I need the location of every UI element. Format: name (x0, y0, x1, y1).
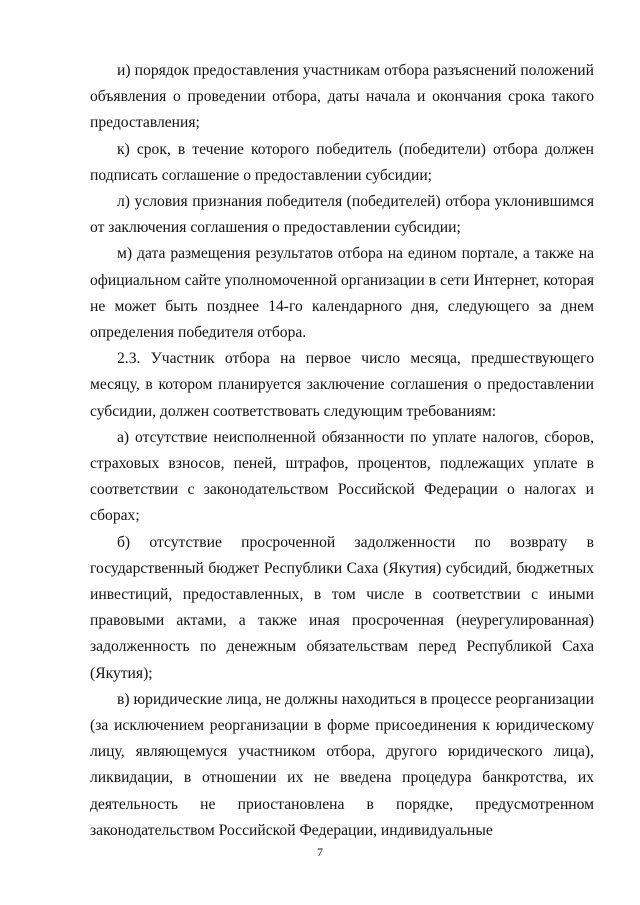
document-body (90, 58, 594, 844)
paragraph-item-v: в) юридические лица, не должны находиться в процессе реорганизации (за исключением реорганизации в форме присоединения к юридическому лицу, являющемуся участником отбора, другого юридического лица), ликвидации, в отношении их не введена процедура банкротства, их деятельность не приостановлена в порядке, предусмотренном законодательством Российской Федерации, индивидуальные (90, 690, 594, 839)
paragraph-item-k: к) срок, в течение которого победитель (победители) отбора должен подписать соглашение о предоставлении субсидии; (90, 140, 594, 184)
paragraph-section-2-3: 2.3. Участник отбора на первое число месяца, предшествующего месяцу, в котором планируется заключение соглашения о предоставлении субсидии, должен соответствовать следующим требованиям: (90, 350, 594, 420)
page-number: 7 (317, 845, 323, 859)
paragraph-item-m: м) дата размещения результатов отбора на едином портале, а также на официальном сайте уполномоченной организации в сети Интернет, которая не может быть позднее 14-го календарного дня, следующего за днем определения победителя отбора. (90, 245, 594, 342)
paragraph-item-i: и) порядок предоставления участникам отбора разъяснений положений объявления о проведении отбора, даты начала и окончания срока такого предоставления; (90, 62, 594, 132)
paragraph-item-l: л) условия признания победителя (победителей) отбора уклонившимся от заключения соглашения о предоставлении субсидии; (90, 193, 594, 237)
paragraph-item-b: б) отсутствие просроченной задолженности по возврату в государственный бюджет Республики Саха (Якутия) субсидий, бюджетных инвестиций, предоставленных, в том числе в соответствии с иными правовыми актами, а также иная просроченная (неурегулированная) задолженность по денежным обязательствам перед Республикой Саха (Якутия); (90, 533, 594, 682)
paragraph-item-a: а) отсутствие неисполненной обязанности по уплате налогов, сборов, страховых взносов, пеней, штрафов, процентов, подлежащих уплате в соответствии с законодательством Российской Федерации о налогах и сборах; (90, 428, 594, 525)
